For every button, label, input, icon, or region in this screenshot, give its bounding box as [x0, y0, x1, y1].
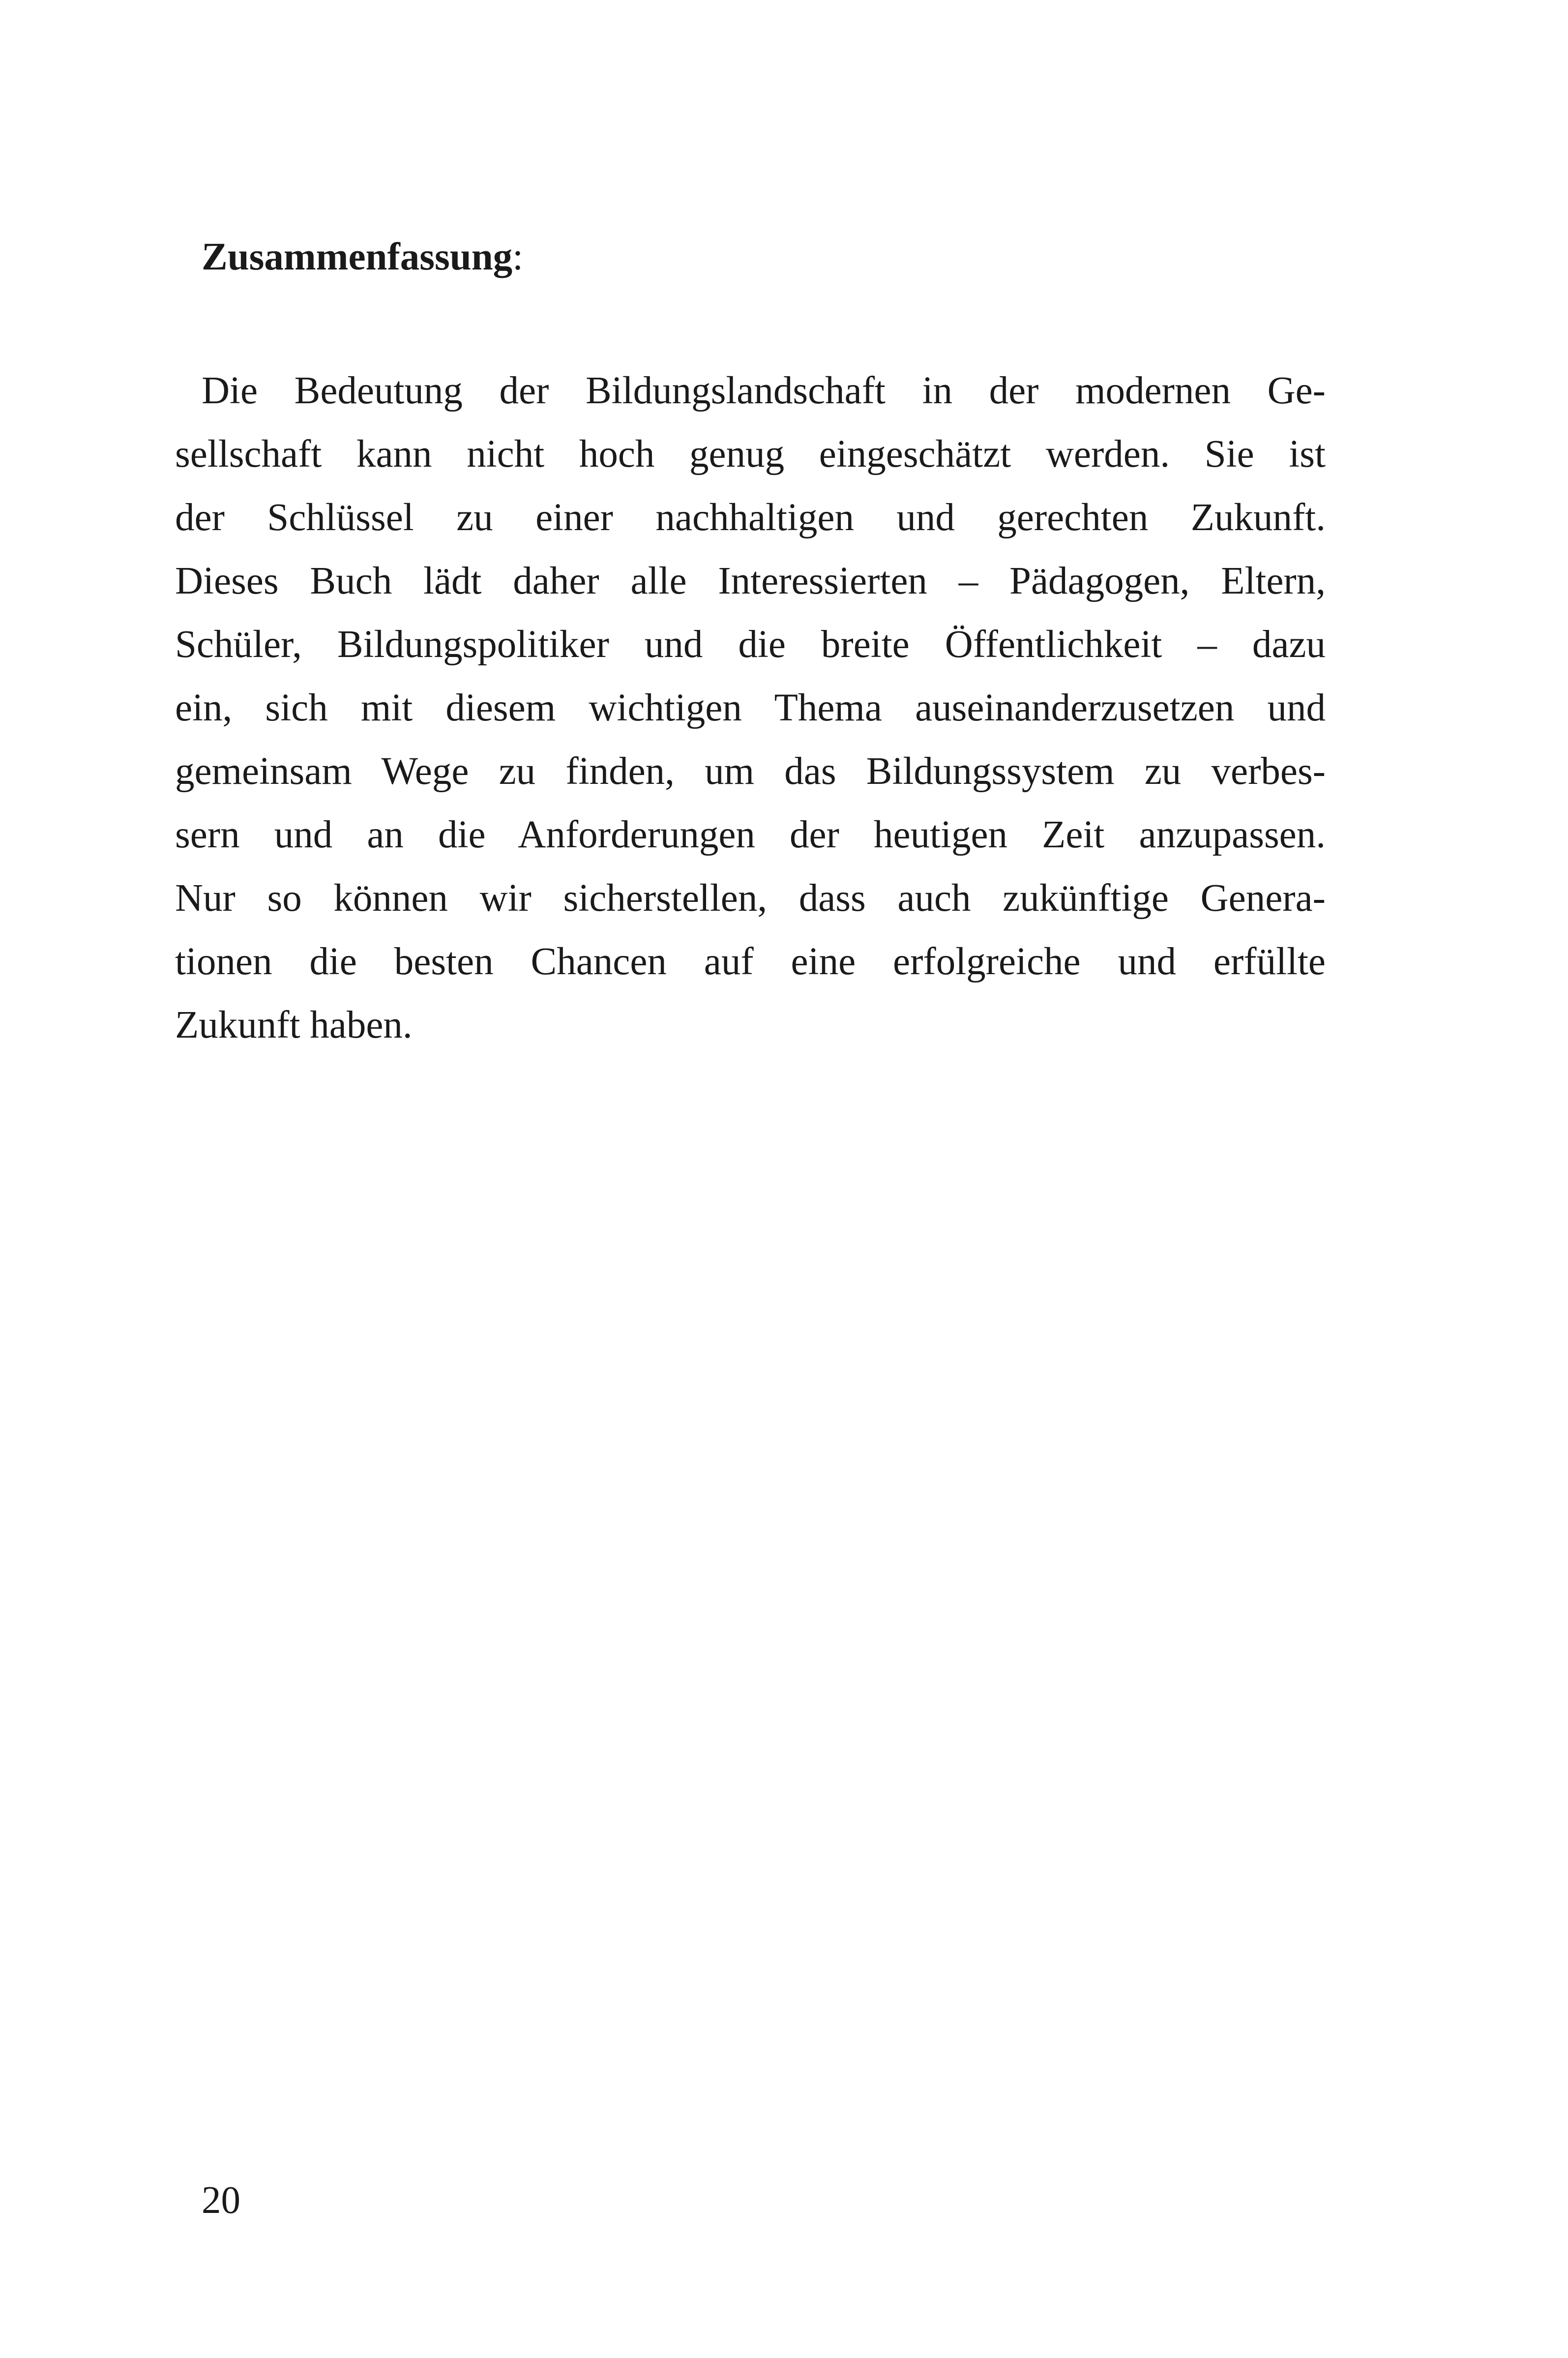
paragraph-line: sern und an die Anforderungen der heutigen Zeit anzupassen.	[175, 813, 1326, 856]
paragraph-line: der Schlüssel zu einer nachhaltigen und gerechten Zukunft.	[175, 496, 1326, 539]
section-heading-title: Zusammenfassung	[202, 236, 513, 278]
page-number: 20	[202, 2179, 240, 2222]
paragraph-line: Dieses Buch lädt daher alle Interessierten – Pädagogen, Eltern,	[175, 560, 1326, 602]
paragraph-line: Nur so können wir sicherstellen, dass auch zukünftige Genera-	[175, 877, 1326, 920]
paragraph-line: sellschaft kann nicht hoch genug eingeschätzt werden. Sie ist	[175, 433, 1326, 476]
paragraph-line: gemeinsam Wege zu finden, um das Bildungssystem zu verbes-	[175, 750, 1326, 793]
section-heading	[202, 230, 523, 284]
paragraph-line: tionen die besten Chancen auf eine erfolgreiche und erfüllte	[175, 940, 1326, 983]
summary-paragraph	[175, 359, 1326, 1057]
paragraph-line: Die Bedeutung der Bildungslandschaft in der modernen Ge-	[202, 369, 1326, 412]
paragraph-line: ein, sich mit diesem wichtigen Thema auseinanderzusetzen und	[175, 687, 1326, 729]
paragraph-line: Zukunft haben.	[175, 1004, 413, 1046]
section-heading-colon: :	[512, 236, 524, 278]
paragraph-line: Schüler, Bildungspolitiker und die breite Öffentlichkeit – dazu	[175, 623, 1326, 666]
